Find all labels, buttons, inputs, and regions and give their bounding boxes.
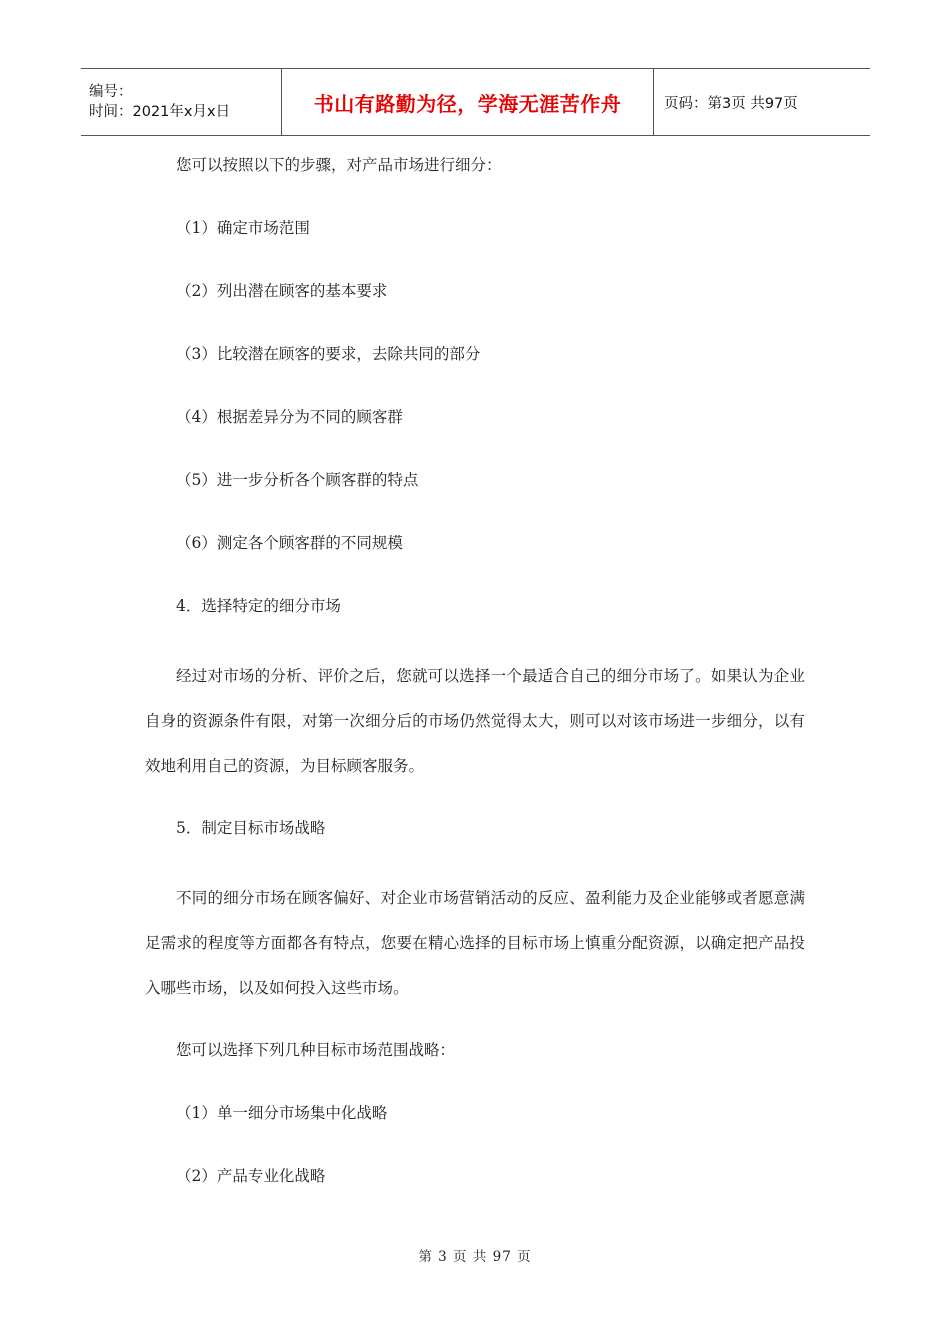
step-item: （2）列出潜在顾客的基本要求 <box>176 282 388 300</box>
header-motto-cell <box>282 69 654 135</box>
step-item: （3）比较潜在顾客的要求，去除共同的部分 <box>176 345 481 363</box>
section-heading: 4．选择特定的细分市场 <box>176 597 341 615</box>
body-paragraph: 不同的细分市场在顾客偏好、对企业市场营销活动的反应、盈利能力及企业能够或者愿意满足需求的程度等方面都各有特点，您要在精心选择的目标市场上慎重分配资源，以确定把产品投入哪些市场，以及如何投入这些市场。 <box>145 889 805 997</box>
body-paragraph: 经过对市场的分析、评价之后，您就可以选择一个最适合自己的细分市场了。如果认为企业自身的资源条件有限，对第一次细分后的市场仍然觉得太大，则可以对该市场进一步细分，以有效地利用自己的资源，为目标顾客服务。 <box>145 667 805 775</box>
document-number-label: 编号： <box>89 84 133 100</box>
strategy-item: （1）单一细分市场集中化战略 <box>176 1104 388 1122</box>
step-item: （5）进一步分析各个顾客群的特点 <box>176 471 419 489</box>
intro-paragraph: 您可以按照以下的步骤，对产品市场进行细分： <box>176 156 502 174</box>
intro-paragraph: 您可以选择下列几种目标市场范围战略： <box>176 1041 456 1059</box>
header-motto: 书山有路勤为径，学海无涯苦作舟 <box>313 91 622 116</box>
document-body <box>145 150 805 1224</box>
header-meta-cell <box>81 69 282 135</box>
page-header <box>81 68 870 136</box>
step-item: （6）测定各个顾客群的不同规模 <box>176 534 403 552</box>
header-page-cell <box>654 69 870 135</box>
step-item: （1）确定市场范围 <box>176 219 310 237</box>
header-page-info: 页码：第3页 共97页 <box>664 95 798 112</box>
page-footer <box>0 1245 950 1265</box>
section-heading: 5．制定目标市场战略 <box>176 819 326 837</box>
footer-page-number: 第 3 页 共 97 页 <box>418 1249 532 1265</box>
document-date-label: 时间：2021年x月x日 <box>89 104 231 120</box>
strategy-item: （2）产品专业化战略 <box>176 1167 326 1185</box>
step-item: （4）根据差异分为不同的顾客群 <box>176 408 403 426</box>
